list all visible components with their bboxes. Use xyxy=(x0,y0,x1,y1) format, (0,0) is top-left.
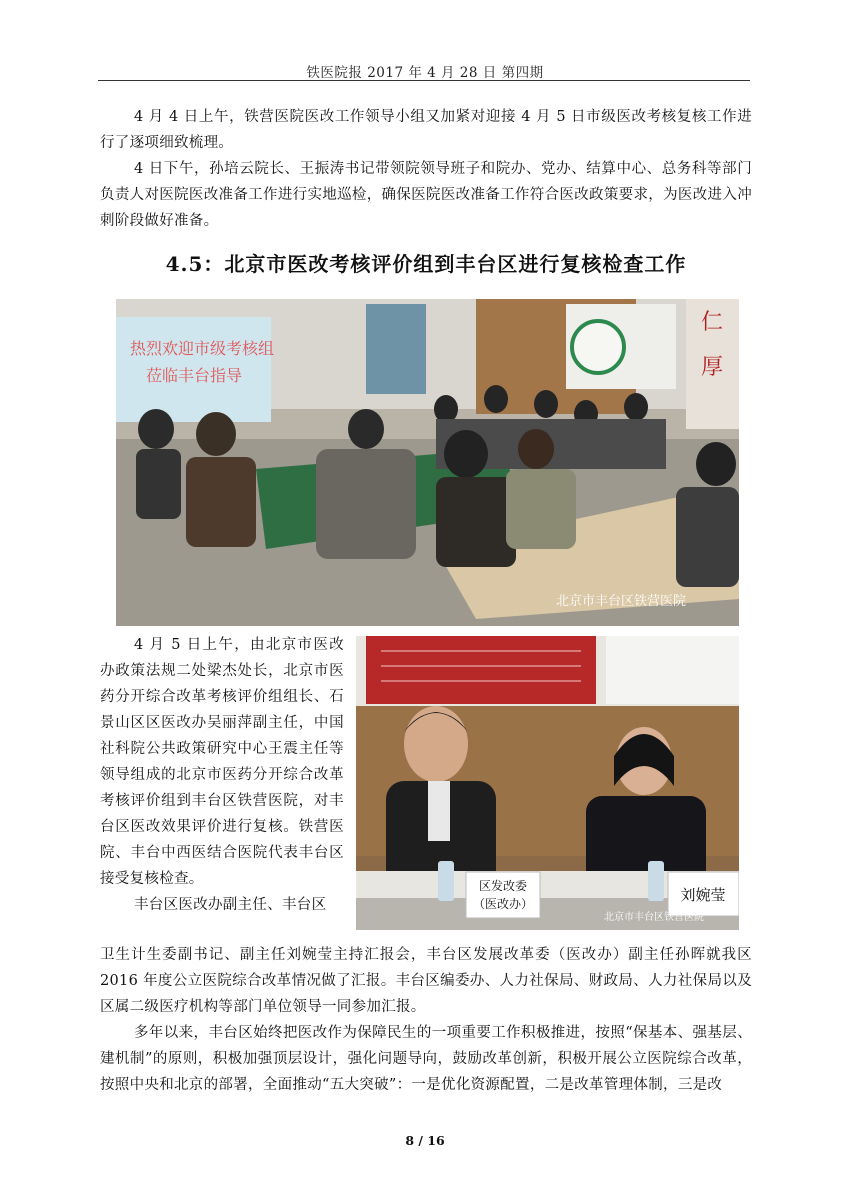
bottom-text xyxy=(100,942,752,1098)
speakers-photo xyxy=(356,636,739,930)
paragraph-5: 多年以来，丰台区始终把医改作为保障民生的一项重要工作积极推进，按照“保基本、强基层、建机制”的原则，积极加强顶层设计，强化问题导向，鼓励改革创新，积极开展公立医院综合改革，按照中央和北京的部署，全面推动“五大突破”：一是优化资源配置，二是改革管理体制，三是改 xyxy=(100,1025,752,1093)
paragraph-3: 4 月 5 日上午，由北京市医改办政策法规二处梁杰处长，北京市医药分开综合改革考核评价组组长、石景山区区医改办吴丽萍副主任，中国社科院公共政策研究中心王震主任等领导组成的北京市医药分开综合改革考核评价组到丰台区铁营医院，对丰台区医改效果评价进行复核。铁营医院、丰台中西医结合医院代表丰台区接受复核检查。 xyxy=(100,637,344,887)
meeting-photo xyxy=(116,299,739,626)
paragraph-1: 4 月 4 日上午，铁营医院医改工作领导小组又加紧对迎接 4 月 5 日市级医改考核复核工作进行了逐项细致梳理。 xyxy=(100,109,752,151)
watermark-text-1: 北京市丰台区铁营医院 xyxy=(556,594,687,609)
svg-text:厚: 厚 xyxy=(701,355,724,380)
watermark-text-2: 北京市丰台区铁营医院 xyxy=(604,912,704,923)
nameplate-left-line1: 区发改委 xyxy=(478,879,528,893)
banner-text-2: 莅临丰台指导 xyxy=(146,366,243,385)
header-rule xyxy=(98,80,750,81)
paragraph-4-start: 丰台区医改办副主任、丰台区 xyxy=(134,897,327,913)
paragraph-2: 4 日下午，孙培云院长、王振涛书记带领院领导班子和院办、党办、结算中心、总务科等部门负责人对医院医改准备工作进行实地巡检，确保医院医改准备工作符合医改政策要求，为医改进入冲刺阶段做好准备。 xyxy=(100,161,752,229)
section-title: 4.5：北京市医改考核评价组到丰台区进行复核检查工作 xyxy=(165,252,687,276)
banner-text-1: 热烈欢迎市级考核组 xyxy=(130,339,275,358)
page-number: 8 / 16 xyxy=(405,1133,445,1148)
page-header: 铁医院报 2017 年 4 月 28 日 第四期 xyxy=(306,65,544,81)
nameplate-left-line2: （医改办） xyxy=(472,897,534,911)
nameplate-right: 刘婉莹 xyxy=(680,886,726,904)
svg-text:仁: 仁 xyxy=(701,310,724,335)
column-text xyxy=(100,632,344,918)
paragraph-4-continued: 卫生计生委副书记、副主任刘婉莹主持汇报会，丰台区发展改革委（医改办）副主任孙晖就我区 2016 年度公立医院综合改革情况做了汇报。丰台区编委办、人力社保局、财政局、人力社保局以及区属二级医疗机构等部门单位领导一同参加汇报。 xyxy=(100,947,752,1015)
